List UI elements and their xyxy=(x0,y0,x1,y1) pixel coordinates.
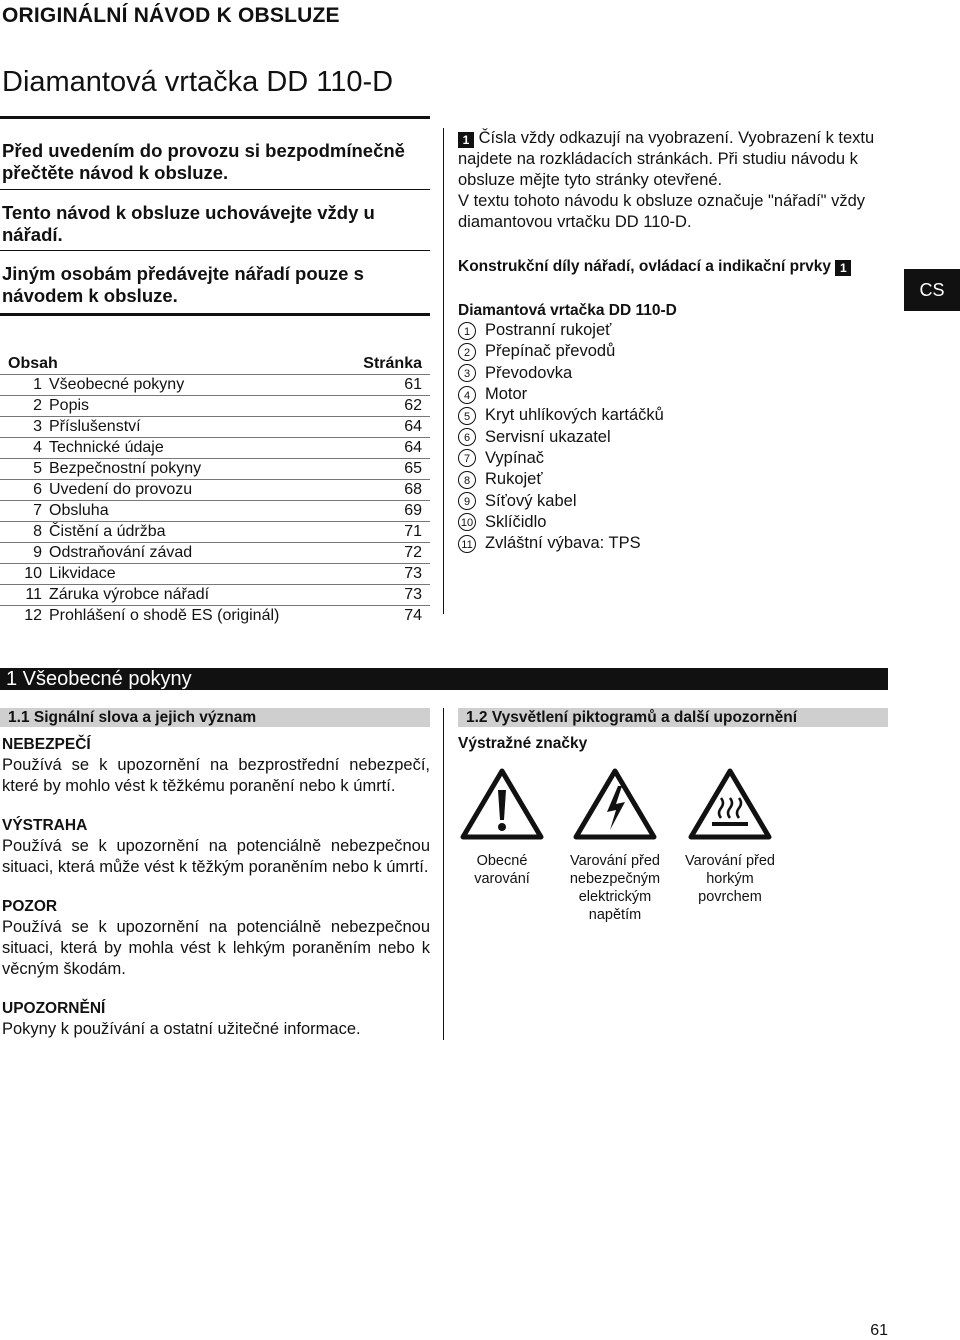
toc-row xyxy=(0,563,430,584)
figure-badge: 1 xyxy=(458,132,474,148)
part-number-badge: 1 xyxy=(458,322,476,340)
part-label: Přepínač převodů xyxy=(485,342,616,361)
toc-row xyxy=(0,521,430,542)
hot-surface-icon xyxy=(688,768,772,845)
signal-text-warning: Používá se k upozornění na potenciálně nebezpečnou situaci, která může vést k těžkým poraněním nebo k úmrtí. xyxy=(2,837,430,876)
part-number-badge: 3 xyxy=(458,364,476,382)
toc-row-number: 1 xyxy=(33,376,42,393)
intro-keep-manual: Tento návod k obsluze uchovávejte vždy u nářadí. xyxy=(2,202,375,245)
caption-electric-warning: Varování před nebezpečným elektrickým napětím xyxy=(569,853,661,923)
tool-note: V textu tohoto návodu k obsluze označuje "nářadí" vždy diamantovou vrtačku DD 110-D. xyxy=(458,192,866,231)
divider xyxy=(0,189,430,190)
subsection-pictograms: 1.2 Vysvětlení piktogramů a další upozornění xyxy=(458,708,888,727)
figure-badge: 1 xyxy=(835,260,851,276)
toc-row-title: Příslušenství xyxy=(49,418,141,435)
toc-row-title: Všeobecné pokyny xyxy=(49,376,185,393)
toc-row-title: Bezpečnostní pokyny xyxy=(49,460,202,477)
toc-row-page: 64 xyxy=(404,439,422,456)
part-label: Kryt uhlíkových kartáčků xyxy=(485,406,664,425)
toc-heading: Obsah xyxy=(8,355,58,372)
parts-list-item xyxy=(458,405,888,426)
toc-row-number: 5 xyxy=(33,460,42,477)
title-rule xyxy=(0,116,430,119)
divider xyxy=(0,313,430,316)
column-separator xyxy=(443,708,444,1040)
part-number-badge: 10 xyxy=(458,513,476,531)
toc-rows xyxy=(0,374,430,626)
toc-row xyxy=(0,458,430,479)
toc-row-page: 64 xyxy=(404,418,422,435)
part-label: Převodovka xyxy=(485,363,573,382)
part-label: Postranní rukojeť xyxy=(485,321,612,340)
toc-row-title: Likvidace xyxy=(49,565,116,582)
parts-list xyxy=(458,320,888,554)
signal-word-warning: VÝSTRAHA xyxy=(2,817,88,834)
general-warning-icon xyxy=(460,768,544,845)
figure-note xyxy=(458,128,888,191)
parts-heading-text: Konstrukční díly nářadí, ovládací a indikační prvky xyxy=(458,258,831,275)
column-separator xyxy=(443,128,444,614)
signal-text-caution: Používá se k upozornění na potenciálně nebezpečnou situaci, která by mohla vést k lehkým poraněním nebo k věcným škodám. xyxy=(2,918,430,978)
intro-read-manual: Před uvedením do provozu si bezpodmínečně přečtěte návod k obsluze. xyxy=(2,140,405,183)
toc-row-number: 6 xyxy=(33,481,42,498)
parts-list-item xyxy=(458,448,888,469)
caption-hot-surface: Varování před horkým povrchem xyxy=(684,853,775,905)
divider xyxy=(0,250,430,251)
toc-row-title: Prohlášení o shodě ES (originál) xyxy=(49,607,280,624)
toc-row-page: 65 xyxy=(404,460,422,477)
page-number: 61 xyxy=(870,1322,888,1339)
signal-word-danger: NEBEZPEČÍ xyxy=(2,736,91,753)
parts-list-item xyxy=(458,384,888,405)
product-name: Diamantová vrtačka DD 110-D xyxy=(458,302,677,319)
subsection-signal-words: 1.1 Signální slova a jejich význam xyxy=(0,708,430,727)
part-number-badge: 2 xyxy=(458,343,476,361)
parts-list-item xyxy=(458,426,888,447)
toc-row xyxy=(0,500,430,521)
toc-row xyxy=(0,542,430,563)
part-label: Servisní ukazatel xyxy=(485,427,611,446)
manual-header: ORIGINÁLNÍ NÁVOD K OBSLUZE xyxy=(2,4,340,27)
toc-row-number: 7 xyxy=(33,502,42,519)
parts-list-item xyxy=(458,469,888,490)
language-tab: CS xyxy=(904,269,960,311)
part-label: Sklíčidlo xyxy=(485,512,547,531)
section-title: 1 Všeobecné pokyny xyxy=(0,668,888,690)
parts-list-item xyxy=(458,320,888,341)
figure-note-text: Čísla vždy odkazují na vyobrazení. Vyobrazení k textu najdete na rozkládacích stránkách. Při studiu návodu k obsluze mějte tyto stránky otevřené. xyxy=(458,129,875,189)
toc-row-title: Uvedení do provozu xyxy=(49,481,193,498)
toc-row-number: 9 xyxy=(33,544,42,561)
toc-row-title: Záruka výrobce nářadí xyxy=(49,586,210,603)
signal-text-note: Pokyny k používání a ostatní užitečné informace. xyxy=(2,1020,361,1038)
toc-row xyxy=(0,416,430,437)
document-title: Diamantová vrtačka DD 110-D xyxy=(2,66,394,98)
toc-row-title: Čistění a údržba xyxy=(49,523,166,540)
toc-row-number: 4 xyxy=(33,439,42,456)
parts-list-item xyxy=(458,363,888,384)
toc-row-title: Obsluha xyxy=(49,502,109,519)
caption-general-warning: Obecné varování xyxy=(474,853,530,887)
toc-row xyxy=(0,605,430,626)
toc-row-title: Odstraňování závad xyxy=(49,544,193,561)
toc-row-page: 71 xyxy=(404,523,422,540)
part-label: Zvláštní výbava: TPS xyxy=(485,534,641,553)
toc-row-page: 69 xyxy=(404,502,422,519)
parts-list-item xyxy=(458,512,888,533)
part-number-badge: 9 xyxy=(458,492,476,510)
parts-heading xyxy=(458,256,888,277)
toc-row-number: 11 xyxy=(25,586,42,603)
toc-row xyxy=(0,395,430,416)
part-label: Rukojeť xyxy=(485,470,543,489)
toc-row-number: 12 xyxy=(24,607,42,624)
toc-row-page: 62 xyxy=(404,397,422,414)
toc-row-number: 8 xyxy=(33,523,42,540)
toc-row-page: 74 xyxy=(404,607,422,624)
parts-list-item xyxy=(458,533,888,554)
part-number-badge: 11 xyxy=(458,535,476,553)
toc-row-title: Technické údaje xyxy=(49,439,164,456)
part-label: Motor xyxy=(485,385,528,404)
parts-list-item xyxy=(458,490,888,511)
toc-row-page: 73 xyxy=(404,586,422,603)
part-number-badge: 4 xyxy=(458,386,476,404)
toc-row-page: 72 xyxy=(404,544,422,561)
toc-row-number: 3 xyxy=(33,418,42,435)
toc-row-page: 73 xyxy=(404,565,422,582)
toc-row xyxy=(0,584,430,605)
toc-row-page: 68 xyxy=(404,481,422,498)
table-of-contents xyxy=(0,354,430,626)
toc-row xyxy=(0,437,430,458)
part-number-badge: 6 xyxy=(458,428,476,446)
electric-warning-icon xyxy=(573,768,657,845)
part-label: Vypínač xyxy=(485,448,545,467)
toc-row xyxy=(0,374,430,395)
intro-pass-manual: Jiným osobám předávejte nářadí pouze s návodem k obsluze. xyxy=(2,263,364,306)
signal-word-note: UPOZORNĚNÍ xyxy=(2,1000,106,1017)
toc-row-page: 61 xyxy=(404,376,422,393)
signal-text-danger: Používá se k upozornění na bezprostřední nebezpečí, které by mohlo vést k těžkému poranění nebo k úmrtí. xyxy=(2,756,430,795)
part-number-badge: 5 xyxy=(458,407,476,425)
toc-row-number: 10 xyxy=(24,565,42,582)
toc-row xyxy=(0,479,430,500)
part-number-badge: 7 xyxy=(458,449,476,467)
toc-row-title: Popis xyxy=(49,397,90,414)
part-label: Síťový kabel xyxy=(485,491,577,510)
toc-header xyxy=(0,354,430,374)
parts-list-item xyxy=(458,341,888,362)
toc-row-number: 2 xyxy=(33,397,42,414)
toc-page-heading: Stránka xyxy=(363,355,422,372)
warning-signs-heading: Výstražné značky xyxy=(458,735,588,752)
part-number-badge: 8 xyxy=(458,471,476,489)
signal-word-caution: POZOR xyxy=(2,898,58,915)
